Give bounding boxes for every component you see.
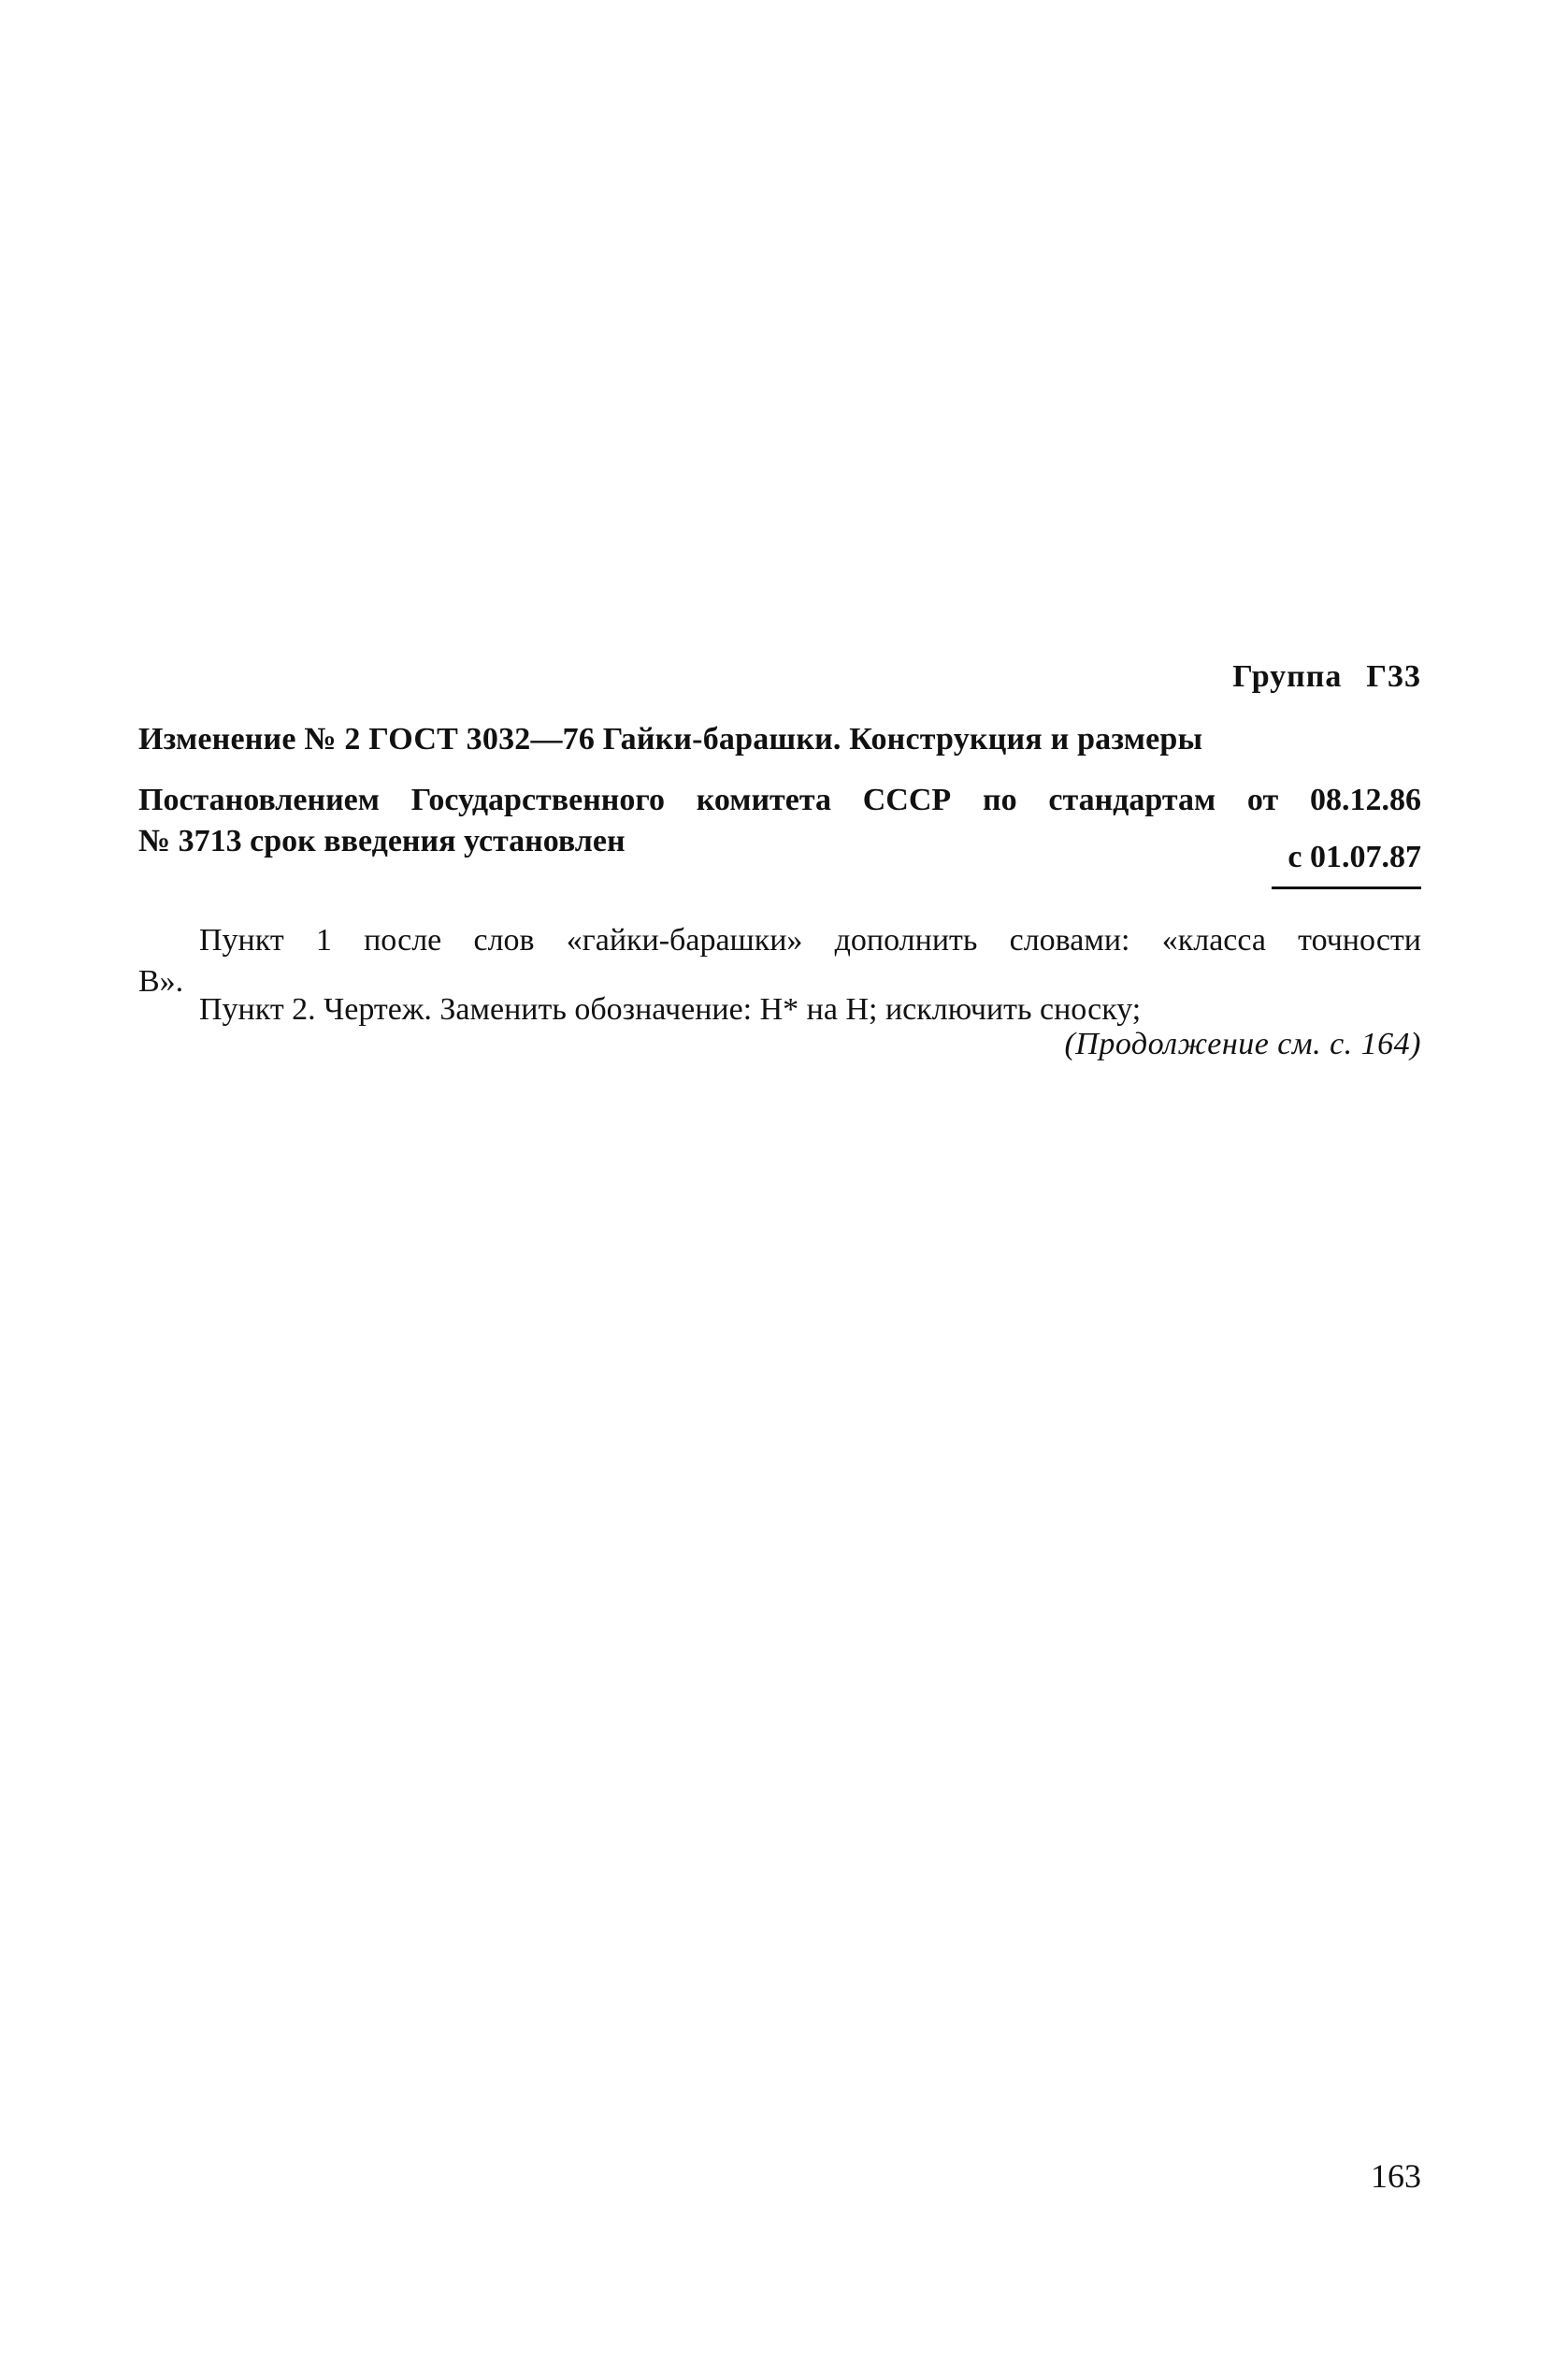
decree-line-2: № 3713 срок введения установлен <box>138 824 626 858</box>
decree-line-1: Постановлением Государственного комитета СССР по стандартам от 08.12.86 <box>138 783 1421 817</box>
group-designation <box>1232 659 1421 695</box>
effective-date-underline <box>1272 886 1421 889</box>
group-code: Г33 <box>1366 659 1421 694</box>
effective-date: с 01.07.87 <box>1287 840 1421 874</box>
continuation-note: (Продолжение см. с. 164) <box>1064 1027 1421 1061</box>
page-number: 163 <box>1371 2157 1421 2195</box>
paragraph-1-line-2: В». <box>138 964 184 999</box>
amendment-heading: Изменение № 2 ГОСТ 3032—76 Гайки-барашки. Конструкция и размеры <box>138 722 1203 757</box>
group-label: Группа <box>1232 659 1343 694</box>
paragraph-1-line-1: Пункт 1 после слов «гайки-барашки» дополнить словами: «класса точности <box>199 923 1421 958</box>
decree-text <box>138 780 1421 862</box>
paragraph-2: Пункт 2. Чертеж. Заменить обозначение: Н* на Н; исключить сноску; <box>199 992 1142 1027</box>
